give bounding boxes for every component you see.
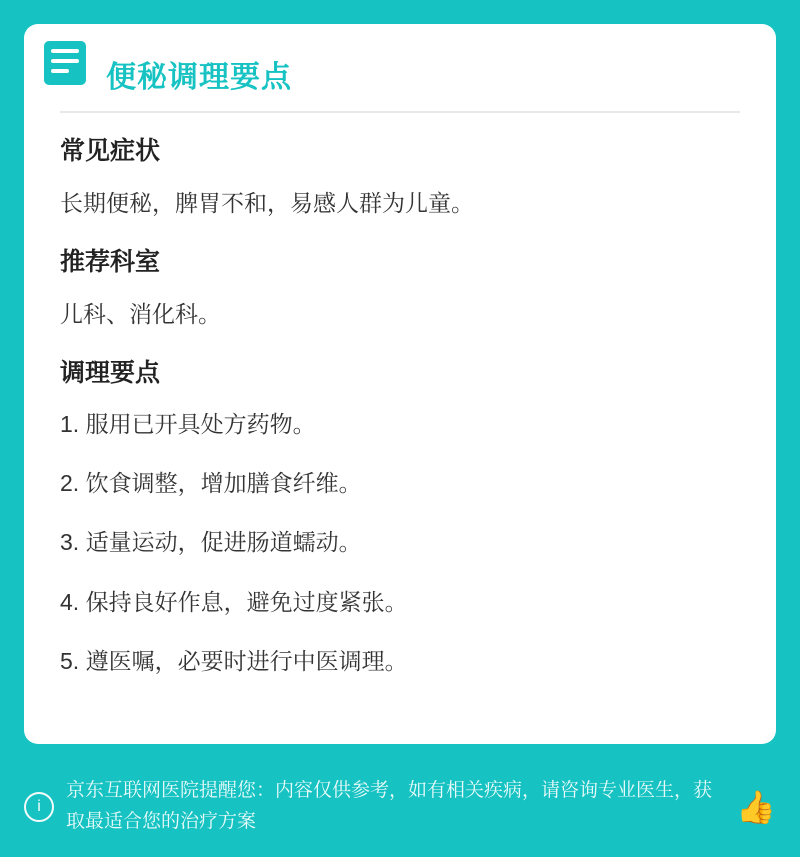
list-item: 3. 适量运动，促进肠道蠕动。 — [60, 529, 362, 556]
section-body-department: 儿科、消化科。 — [60, 300, 221, 327]
disclaimer-text: 京东互联网医院提醒您：内容仅供参考，如有相关疾病，请咨询专业医生，获取最适合您的治疗方案 — [66, 780, 713, 832]
page-title: 便秘调理要点 — [106, 61, 292, 94]
title-divider — [60, 111, 740, 113]
section-heading-department: 推荐科室 — [60, 248, 161, 276]
list-item: 4. 保持良好作息，避免过度紧张。 — [60, 588, 408, 615]
document-icon — [38, 36, 92, 90]
section-heading-symptoms: 常见症状 — [60, 137, 161, 165]
info-icon: i — [24, 792, 54, 822]
list-item: 5. 遵医嘱，必要时进行中医调理。 — [60, 647, 408, 674]
list-item: 2. 饮食调整，增加膳食纤维。 — [60, 469, 362, 496]
thumbs-up-icon: 👍 — [736, 788, 776, 825]
footer-disclaimer — [0, 760, 800, 857]
section-heading-care-points: 调理要点 — [60, 359, 161, 387]
list-item: 1. 服用已开具处方药物。 — [60, 410, 316, 437]
care-points-list — [60, 408, 740, 679]
content-card — [24, 24, 776, 744]
section-body-symptoms: 长期便秘，脾胃不和，易感人群为儿童。 — [60, 189, 474, 216]
